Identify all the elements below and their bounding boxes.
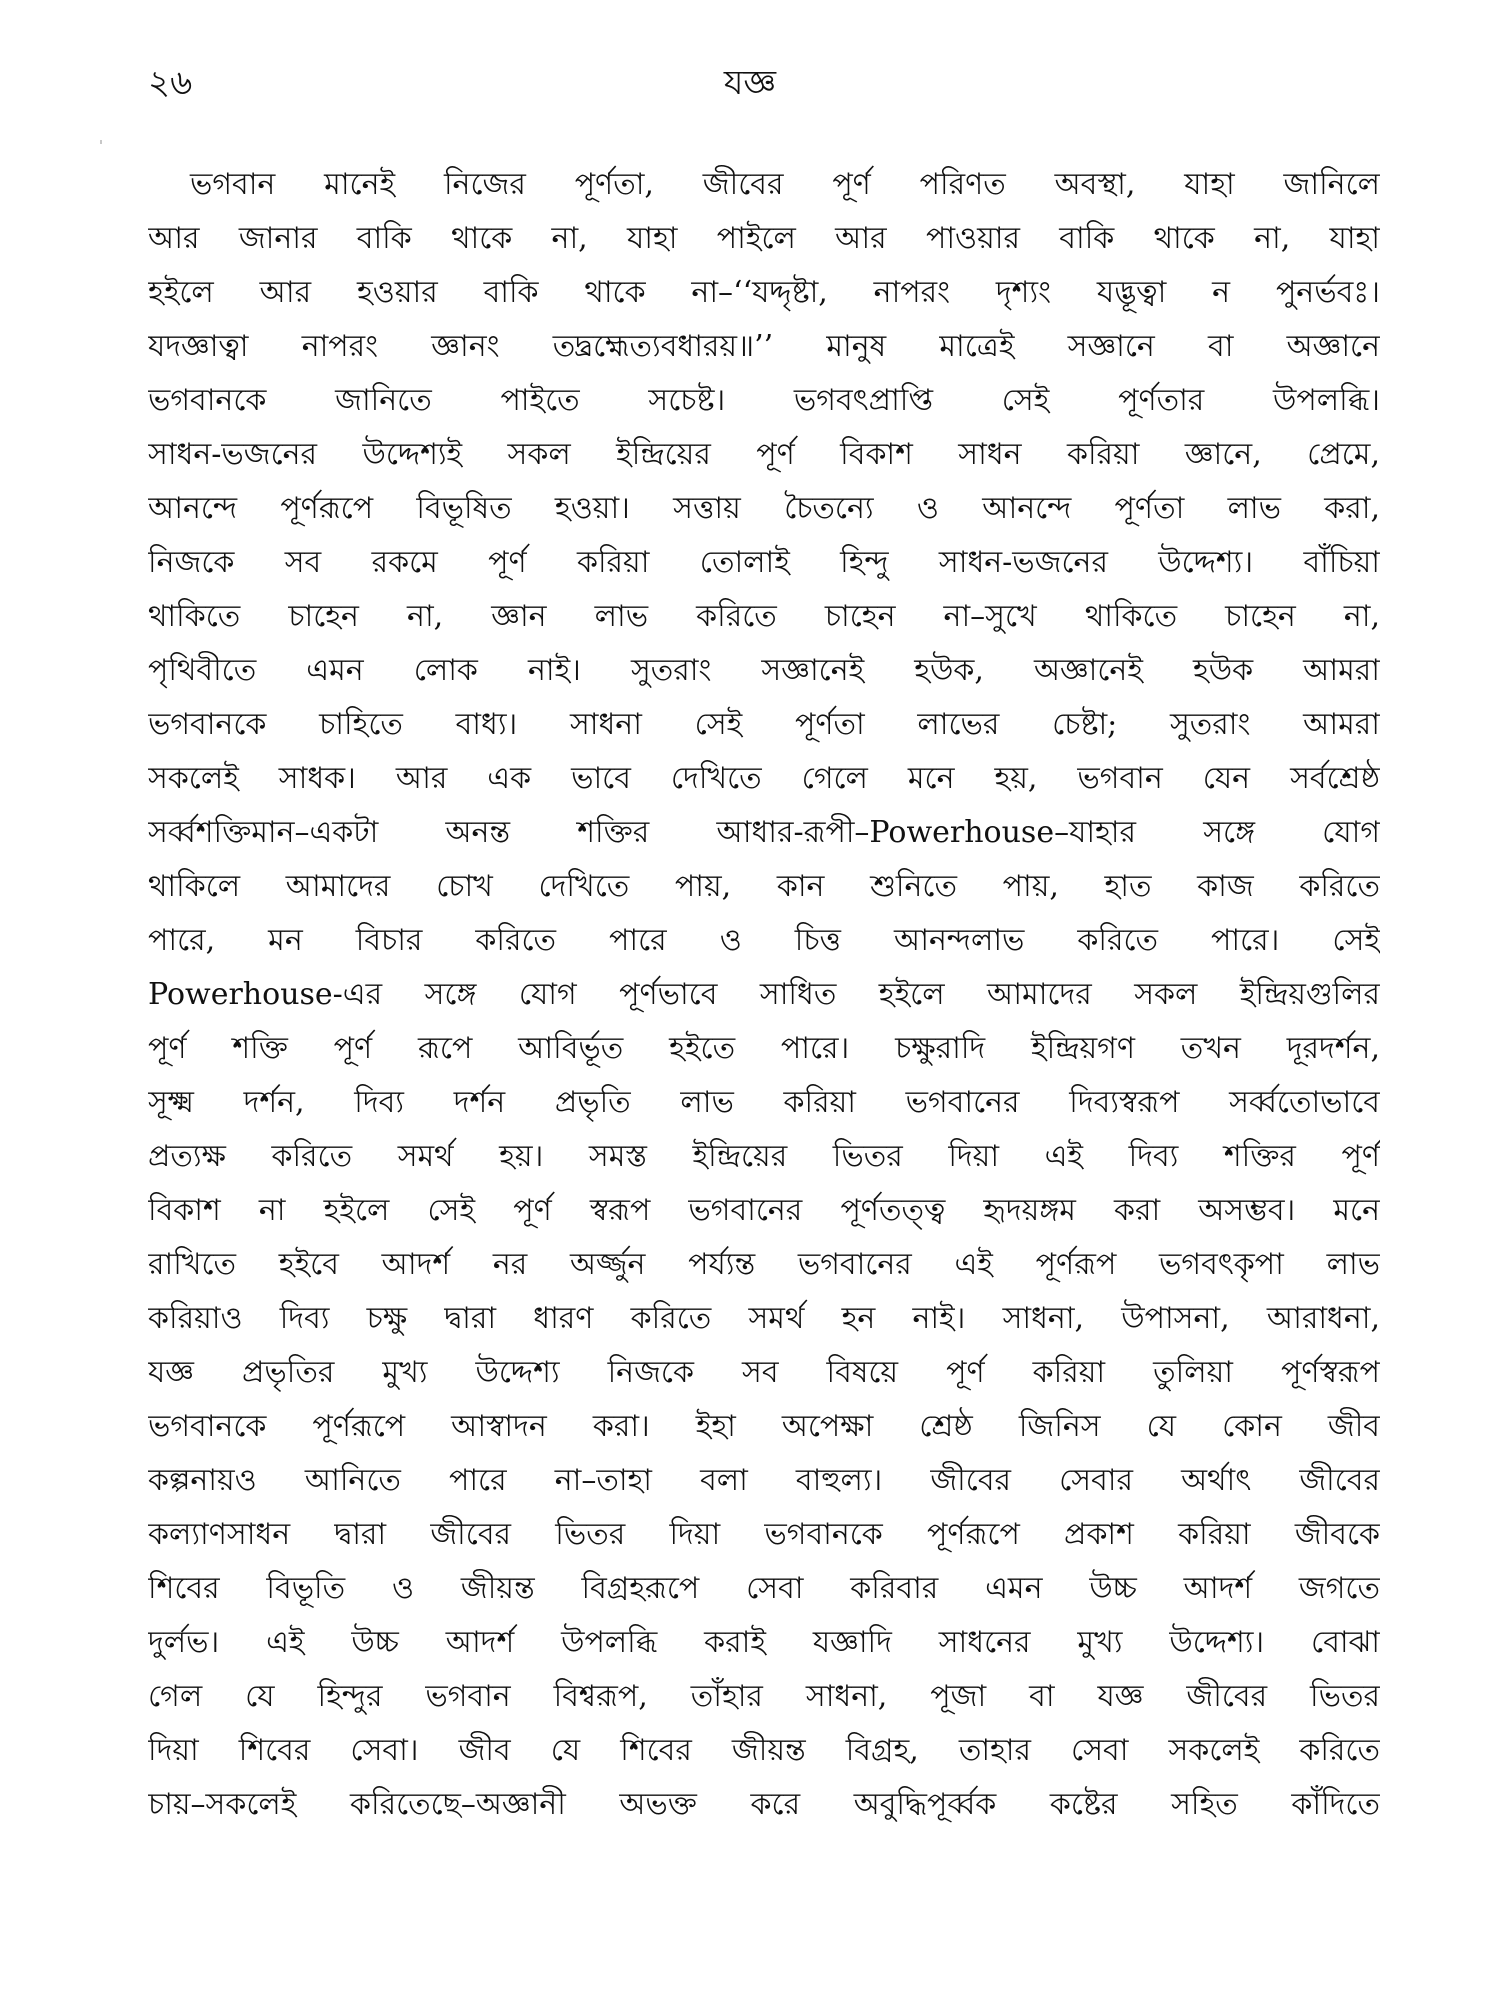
text-line: আনন্দে পূর্ণরূপে বিভূষিত হওয়া। সত্তায় চৈতন্যে ও আনন্দে পূর্ণতা লাভ করা, bbox=[148, 491, 1380, 526]
text-line: কল্পনায়ও আনিতে পারে না–তাহা বলা বাহুল্য। জীবের সেবার অর্থাৎ জীবের bbox=[148, 1463, 1380, 1498]
text-line: সূক্ষ্ম দর্শন, দিব্য দর্শন প্রভৃতি লাভ করিয়া ভগবানের দিব্যস্বরূপ সর্ব্বতোভাবে bbox=[148, 1085, 1380, 1120]
running-head bbox=[0, 58, 1500, 118]
text-line: নিজকে সব রকমে পূর্ণ করিয়া তোলাই হিন্দু সাধন-ভজনের উদ্দেশ্য। বাঁচিয়া bbox=[148, 545, 1380, 580]
text-line: দিয়া শিবের সেবা। জীব যে শিবের জীয়ন্ত বিগ্রহ, তাহার সেবা সকলেই করিতে bbox=[148, 1733, 1380, 1768]
margin-speck bbox=[100, 140, 102, 144]
running-title: যজ্ঞ bbox=[723, 63, 777, 103]
text-line: হইলে আর হওয়ার বাকি থাকে না–‘‘যদ্দৃষ্টা, নাপরং দৃশ্যং যদ্ভূত্বা ন পুনর্ভবঃ। bbox=[148, 275, 1380, 310]
body-paragraph bbox=[148, 158, 1380, 1988]
text-line: গেল যে হিন্দুর ভগবান বিশ্বরূপ, তাঁহার সাধনা, পূজা বা যজ্ঞ জীবের ভিতর bbox=[148, 1679, 1380, 1714]
text-line: প্রত্যক্ষ করিতে সমর্থ হয়। সমস্ত ইন্দ্রিয়ের ভিতর দিয়া এই দিব্য শক্তির পূর্ণ bbox=[148, 1139, 1380, 1174]
text-line: কল্যাণসাধন দ্বারা জীবের ভিতর দিয়া ভগবানকে পূর্ণরূপে প্রকাশ করিয়া জীবকে bbox=[148, 1517, 1380, 1552]
text-line: সকলেই সাধক। আর এক ভাবে দেখিতে গেলে মনে হয়, ভগবান যেন সর্বশ্রেষ্ঠ bbox=[148, 761, 1380, 796]
text-line: থাকিতে চাহেন না, জ্ঞান লাভ করিতে চাহেন না–সুখে থাকিতে চাহেন না, bbox=[148, 599, 1380, 634]
page-number: ২৬ bbox=[148, 63, 193, 103]
text-line: পৃথিবীতে এমন লোক নাই। সুতরাং সজ্ঞানেই হউক, অজ্ঞানেই হউক আমরা bbox=[148, 653, 1380, 688]
text-line: ভগবান মানেই নিজের পূর্ণতা, জীবের পূর্ণ পরিণত অবস্থা, যাহা জানিলে bbox=[190, 167, 1380, 202]
text-line: সর্ব্বশক্তিমান–একটা অনন্ত শক্তির আধার-রূপী–Powerhouse–যাহার সঙ্গে যোগ bbox=[148, 815, 1380, 850]
text-line: যদজ্ঞাত্বা নাপরং জ্ঞানং তদ্ব্রহ্মেত্যবধারয়॥’’ মানুষ মাত্রেই সজ্ঞানে বা অজ্ঞানে bbox=[148, 329, 1380, 364]
text-line: Powerhouse-এর সঙ্গে যোগ পূর্ণভাবে সাধিত হইলে আমাদের সকল ইন্দ্রিয়গুলির bbox=[148, 977, 1380, 1012]
text-line: ভগবানকে পূর্ণরূপে আস্বাদন করা। ইহা অপেক্ষা শ্রেষ্ঠ জিনিস যে কোন জীব bbox=[148, 1409, 1380, 1444]
text-line: চায়–সকলেই করিতেছে–অজ্ঞানী অভক্ত করে অবুদ্ধিপূর্ব্বক কষ্টের সহিত কাঁদিতে bbox=[148, 1787, 1380, 1822]
text-line: যজ্ঞ প্রভৃতির মুখ্য উদ্দেশ্য নিজকে সব বিষয়ে পূর্ণ করিয়া তুলিয়া পূর্ণস্বরূপ bbox=[148, 1355, 1380, 1390]
text-line: পারে, মন বিচার করিতে পারে ও চিত্ত আনন্দলাভ করিতে পারে। সেই bbox=[148, 923, 1380, 958]
text-line: শিবের বিভূতি ও জীয়ন্ত বিগ্রহরূপে সেবা করিবার এমন উচ্চ আদর্শ জগতে bbox=[148, 1571, 1380, 1606]
text-line: সাধন-ভজনের উদ্দেশ্যই সকল ইন্দ্রিয়ের পূর্ণ বিকাশ সাধন করিয়া জ্ঞানে, প্রেমে, bbox=[148, 437, 1380, 472]
text-line: করিয়াও দিব্য চক্ষু দ্বারা ধারণ করিতে সমর্থ হন নাই। সাধনা, উপাসনা, আরাধনা, bbox=[148, 1301, 1380, 1336]
text-line: আর জানার বাকি থাকে না, যাহা পাইলে আর পাওয়ার বাকি থাকে না, যাহা bbox=[148, 221, 1380, 256]
text-line: রাখিতে হইবে আদর্শ নর অর্জ্জুন পর্য্যন্ত ভগবানের এই পূর্ণরূপ ভগবৎকৃপা লাভ bbox=[148, 1247, 1380, 1282]
text-line: থাকিলে আমাদের চোখ দেখিতে পায়, কান শুনিতে পায়, হাত কাজ করিতে bbox=[148, 869, 1380, 904]
text-line: ভগবানকে জানিতে পাইতে সচেষ্ট। ভগবৎপ্রাপ্তি সেই পূর্ণতার উপলব্ধি। bbox=[148, 383, 1380, 418]
text-line: ভগবানকে চাহিতে বাধ্য। সাধনা সেই পূর্ণতা লাভের চেষ্টা; সুতরাং আমরা bbox=[148, 707, 1380, 742]
text-line: বিকাশ না হইলে সেই পূর্ণ স্বরূপ ভগবানের পূর্ণতত্ত্ব হৃদয়ঙ্গম করা অসম্ভব। মনে bbox=[148, 1193, 1380, 1228]
text-line: পূর্ণ শক্তি পূর্ণ রূপে আবির্ভূত হইতে পারে। চক্ষুরাদি ইন্দ্রিয়গণ তখন দূরদর্শন, bbox=[148, 1031, 1380, 1066]
text-line: দুর্লভ। এই উচ্চ আদর্শ উপলব্ধি করাই যজ্ঞাদি সাধনের মুখ্য উদ্দেশ্য। বোঝা bbox=[148, 1625, 1380, 1660]
